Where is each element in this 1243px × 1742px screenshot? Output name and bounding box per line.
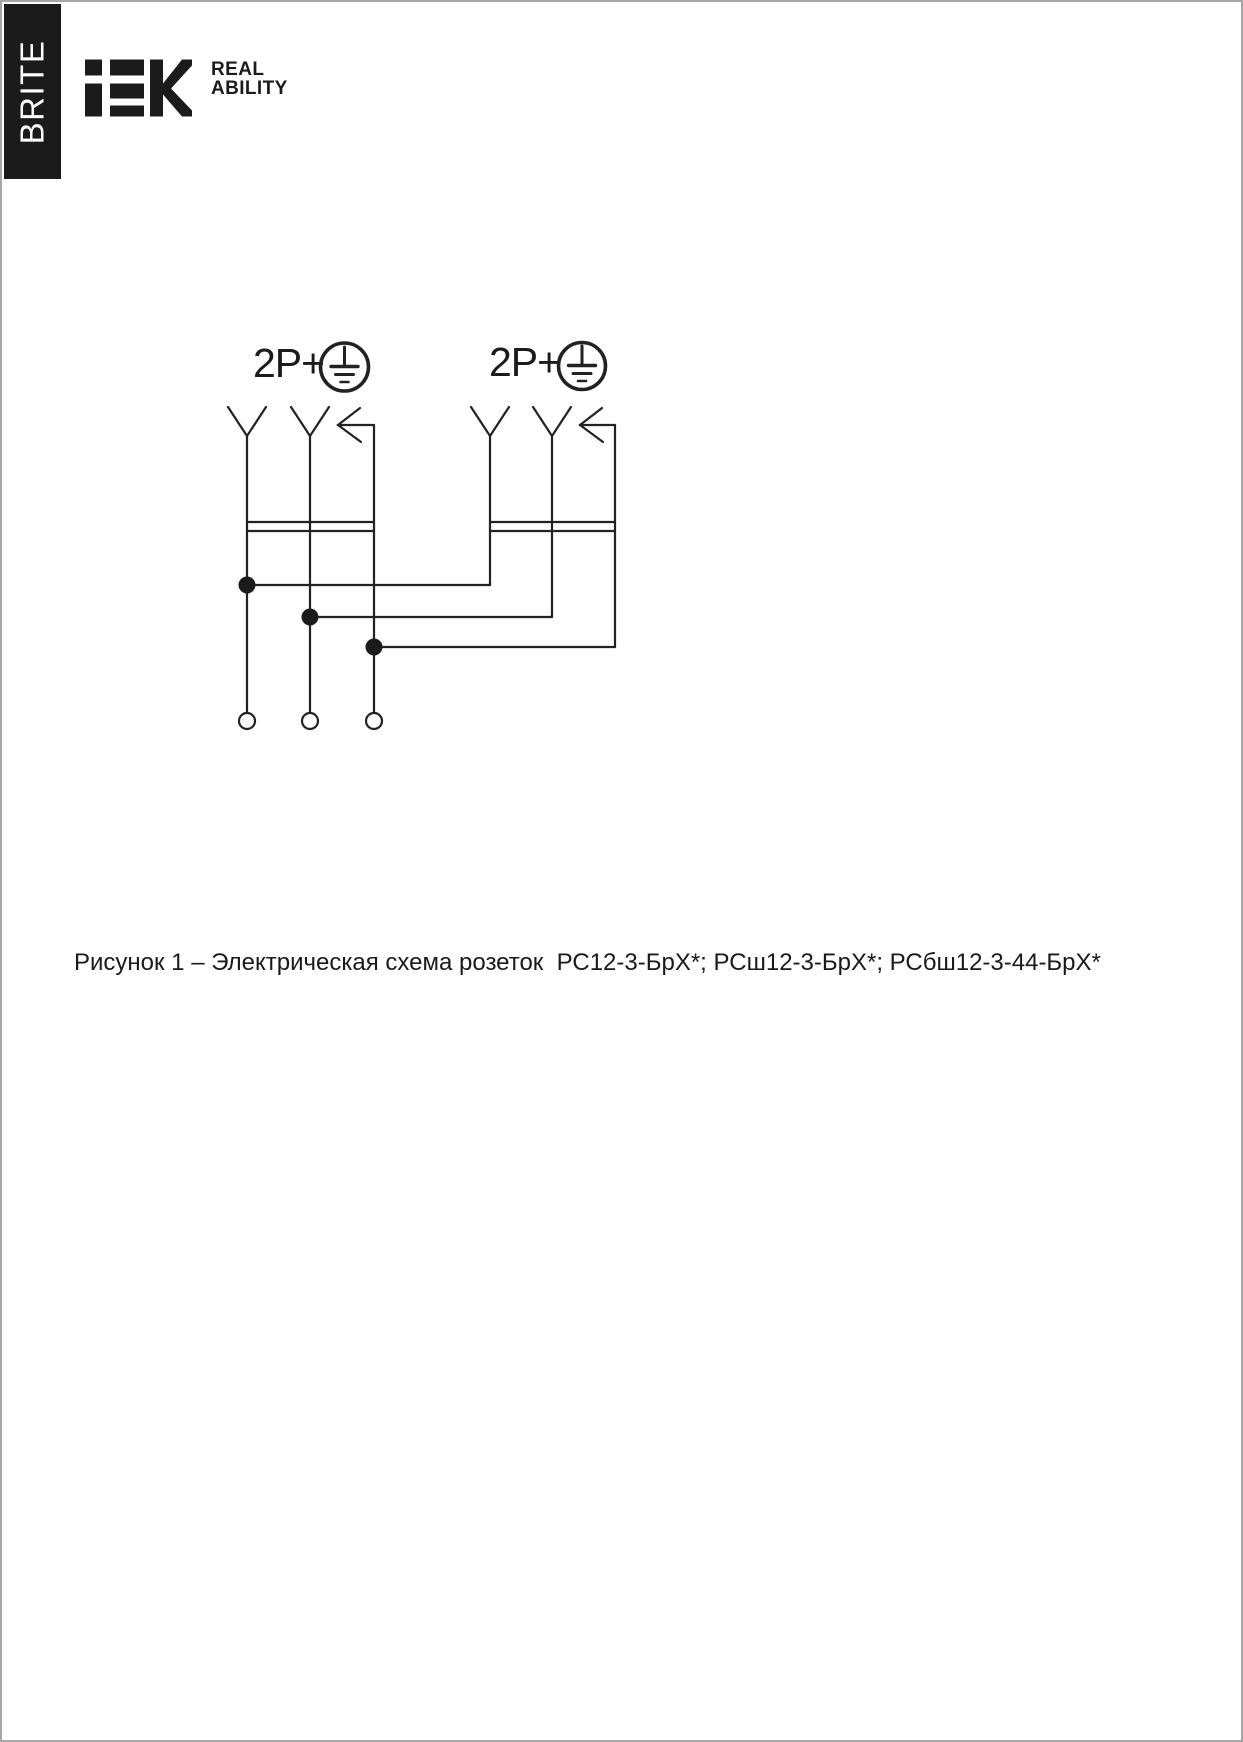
socket-2-contacts: [471, 407, 615, 442]
supply-terminals: [239, 713, 382, 729]
protective-earth-icon-2: [559, 343, 606, 390]
conductors-vertical: [247, 425, 615, 713]
brite-label: BRITE: [13, 39, 51, 144]
figure-caption: Рисунок 1 – Электрическая схема розеток РС12-3-БрХ*; РСш12-3-БрХ*; РСбш12-3-44-БрХ*: [74, 949, 1101, 976]
socket-1-label: 2P+: [253, 340, 325, 386]
tagline-line-1: REAL: [211, 59, 265, 80]
tagline-line-2: ABILITY: [211, 78, 288, 99]
electrical-schematic: [2, 2, 1241, 1740]
protective-earth-icon-1: [321, 343, 369, 391]
socket-1-contacts: [228, 407, 374, 442]
socket-2-label: 2P+: [489, 339, 561, 385]
